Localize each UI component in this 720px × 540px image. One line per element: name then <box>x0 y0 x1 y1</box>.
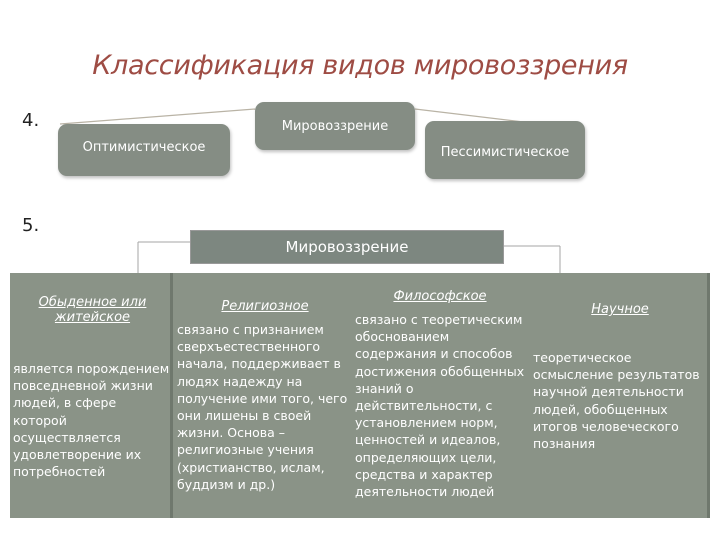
column-2-heading: Религиозное <box>221 299 309 314</box>
section-4-root-label: Мировоззрение <box>281 118 389 134</box>
page-title: Классификация видов мировоззрения <box>92 50 628 81</box>
column-1-heading: Обыденное или житейское <box>38 295 147 325</box>
column-2-text: связано с признанием сверхъестественного начала, поддерживает в людях надежду на получение ими того, чего они лишены в своей жизни. Основа – религиозные учения (христианство, ислам, буддизм и др.) <box>177 322 348 492</box>
column-4-heading: Научное <box>591 302 649 317</box>
panel-edge <box>707 273 710 518</box>
section-5-number: 5. <box>22 215 40 236</box>
section-4-number: 4. <box>22 110 40 131</box>
column-1-text: является порождением повседневной жизни людей, в сфере которой осуществляется удовлетворение их потребностей <box>13 361 170 480</box>
column-4-text: теоретическое осмысление результатов научной деятельности людей, обобщенных итогов человеческого познания <box>533 350 700 452</box>
column-3-text: связано с теоретическим обоснованием содержания и способов достижения обобщенных знаний о действительности, с установлением норм, ценностей и идеалов, определяющих цели, средства и характер деятельности людей <box>355 312 525 500</box>
section-4-left-label: Оптимистическое <box>82 140 206 155</box>
section-5-root-box <box>190 230 504 264</box>
section-4-right-label: Пессимистическое <box>440 145 570 160</box>
column-3-heading: Философское <box>393 289 487 304</box>
section-5-root-label: Мировоззрение <box>285 238 409 256</box>
